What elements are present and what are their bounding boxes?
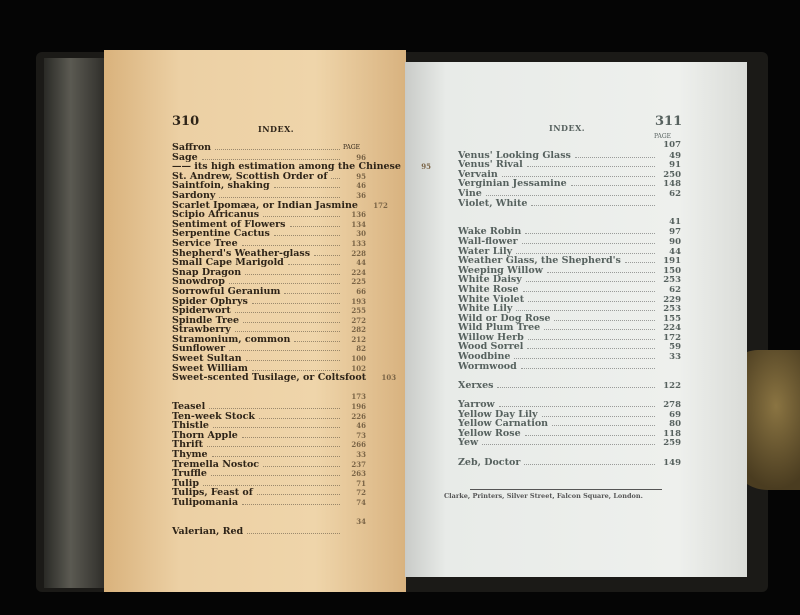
entry-page: 30 <box>356 229 366 239</box>
entry-name: Wake Robin <box>458 226 522 238</box>
entry-name: Truffle <box>172 468 207 480</box>
group-spacer <box>172 508 366 518</box>
entry-page: 136 <box>351 210 366 220</box>
page-edges <box>44 58 110 588</box>
entry-name: Thrift <box>172 439 204 451</box>
dot-leader <box>252 298 340 304</box>
dot-leader <box>516 305 655 311</box>
entry-page: 90 <box>669 236 681 247</box>
entry-name: Weeping Willow <box>458 264 543 276</box>
entry-page: 97 <box>669 227 681 238</box>
entry-name: White Rose <box>458 283 519 295</box>
entry-page: 259 <box>663 438 681 449</box>
entry-page: 229 <box>663 294 681 305</box>
entry-page: 73 <box>356 430 366 440</box>
entry-name: Sunflower <box>172 343 226 355</box>
group-spacer <box>172 383 366 393</box>
dot-leader <box>331 173 340 179</box>
entry-page: 191 <box>663 256 681 267</box>
entry-name: Sweet Sultan <box>172 353 242 365</box>
entry-page: 95 <box>421 162 431 172</box>
entry-name: Yellow Day Lily <box>458 408 538 420</box>
entry-name: Wood Sorrel <box>458 341 524 353</box>
entry-name: Thorn Apple <box>172 429 238 441</box>
entry-page: 80 <box>669 419 681 430</box>
entry-name: Teasel <box>172 401 206 413</box>
index-entry <box>172 143 366 153</box>
entry-name: St. Andrew, Scottish Order of <box>172 170 328 182</box>
entry-name: White Lily <box>458 303 513 315</box>
dot-leader <box>499 401 655 407</box>
dot-leader <box>486 190 655 196</box>
left-page-label: PAGE <box>343 144 360 151</box>
entry-name: Sweet William <box>172 362 248 374</box>
entry-name: Service Tree <box>172 237 238 249</box>
right-page-number: 311 <box>655 114 683 129</box>
index-entry <box>458 179 681 189</box>
dot-leader <box>516 248 655 254</box>
entry-page: 41 <box>669 216 681 227</box>
entry-page: 34 <box>356 517 366 527</box>
entry-name: Wild or Dog Rose <box>458 312 551 324</box>
entry-page: 224 <box>351 267 366 277</box>
entry-name: Yellow Rose <box>458 427 521 439</box>
entry-page: 282 <box>351 325 366 335</box>
entry-page: 150 <box>663 265 681 276</box>
entry-name: Water Lily <box>458 245 513 257</box>
entry-page: 133 <box>351 238 366 248</box>
entry-page: 272 <box>351 315 366 325</box>
entry-page: 228 <box>351 248 366 258</box>
entry-page: 118 <box>663 428 681 439</box>
dot-leader <box>176 519 340 524</box>
index-entry <box>458 429 681 439</box>
entry-page: 66 <box>356 286 366 296</box>
dot-leader <box>284 288 340 294</box>
entry-name: Sentiment of Flowers <box>172 218 286 230</box>
entry-page: 46 <box>356 181 366 191</box>
entry-page: 71 <box>356 478 366 488</box>
entry-page: 224 <box>663 323 681 334</box>
entry-name: Wall-flower <box>458 235 518 247</box>
dot-leader <box>263 461 340 467</box>
entry-name: Strawberry <box>172 324 231 336</box>
entry-name: Yew <box>458 437 479 449</box>
entry-page: 33 <box>356 450 366 459</box>
dot-leader <box>522 238 655 244</box>
entry-page: 103 <box>381 373 397 383</box>
entry-page: 237 <box>351 459 366 469</box>
entry-name: Spindle Tree <box>172 314 240 326</box>
dot-leader <box>211 470 340 476</box>
dot-leader <box>242 432 340 438</box>
entry-page: 225 <box>351 277 366 287</box>
entry-name: White Violet <box>458 293 525 305</box>
dot-leader <box>575 152 655 158</box>
left-page-header: INDEX. <box>258 124 295 134</box>
entry-page: 62 <box>669 188 681 199</box>
left-page-number: 310 <box>172 114 200 129</box>
dot-leader <box>527 161 655 167</box>
entry-name: White Daisy <box>458 274 522 286</box>
dot-leader <box>288 259 340 265</box>
index-entry <box>458 438 681 448</box>
entry-page: 226 <box>351 411 366 421</box>
entry-name: Valerian, Red <box>172 525 244 537</box>
right-index-list <box>458 141 681 467</box>
dot-leader <box>229 345 340 351</box>
entry-page: 196 <box>351 402 366 412</box>
entry-name: Spider Ophrys <box>172 295 248 307</box>
entry-page: 49 <box>669 150 681 161</box>
entry-name: —— its high estimation among the Chinese <box>172 161 401 173</box>
left-index-list <box>172 142 431 537</box>
entry-name: Wild Plum Tree <box>458 322 541 334</box>
dot-leader <box>242 499 340 505</box>
entry-name: Ten-week Stock <box>172 410 255 422</box>
footer-rule <box>470 489 662 490</box>
entry-name: Snap Dragon <box>172 266 242 278</box>
entry-name: Tulipomania <box>172 496 239 508</box>
entry-page: 102 <box>351 363 366 373</box>
dot-leader <box>462 142 655 147</box>
dot-leader <box>528 296 655 302</box>
entry-name: Scarlet Ipomæa, or Indian Jasmine <box>172 199 358 211</box>
dot-leader <box>527 343 655 349</box>
entry-page: 107 <box>663 140 681 150</box>
dot-leader <box>524 459 655 465</box>
dot-leader <box>625 257 655 263</box>
dot-leader <box>215 144 340 150</box>
index-entry <box>172 527 366 537</box>
entry-page: 82 <box>356 344 366 354</box>
entry-page: 266 <box>351 440 366 450</box>
entry-page: 155 <box>663 313 681 324</box>
entry-name: Tremella Nostoc <box>172 458 260 470</box>
entry-page: 253 <box>663 275 681 286</box>
dot-leader <box>235 326 340 332</box>
entry-page: 36 <box>356 190 366 200</box>
entry-name: Yellow Carnation <box>458 418 549 430</box>
right-page-label: PAGE <box>654 133 671 140</box>
dot-leader <box>245 269 340 275</box>
dot-leader <box>462 219 655 224</box>
entry-name: Snowdrop <box>172 276 225 288</box>
entry-name: Sorrowful Geranium <box>172 285 281 297</box>
dot-leader <box>294 336 340 342</box>
dot-leader <box>290 221 340 227</box>
entry-page: 134 <box>351 219 366 229</box>
entry-page: 172 <box>373 200 388 210</box>
entry-page: 74 <box>356 497 366 507</box>
entry-name: Venus' Rival <box>458 159 523 171</box>
entry-name: Yarrow <box>458 399 495 411</box>
entry-page: 95 <box>356 171 366 181</box>
dot-leader <box>554 315 655 321</box>
entry-name: Willow Herb <box>458 331 524 343</box>
entry-page: 46 <box>356 421 366 431</box>
right-page-header: INDEX. <box>549 123 586 133</box>
entry-name: Serpentine Cactus <box>172 228 270 240</box>
dot-leader <box>203 480 340 486</box>
entry-name: Vine <box>458 187 482 199</box>
dot-leader <box>482 439 655 445</box>
dot-leader <box>257 489 340 495</box>
entry-page: 96 <box>356 152 366 162</box>
dot-leader <box>502 171 655 177</box>
entry-page: 193 <box>351 296 366 306</box>
entry-page: 91 <box>669 160 681 171</box>
entry-page: 122 <box>663 380 681 391</box>
dot-leader <box>207 441 340 447</box>
entry-page: 62 <box>669 284 681 295</box>
entry-page: 250 <box>663 169 681 180</box>
dot-leader <box>523 286 655 292</box>
entry-page: 212 <box>351 334 366 344</box>
entry-page: 263 <box>351 469 366 479</box>
entry-name: Sardony <box>172 189 216 201</box>
index-entry <box>458 362 681 372</box>
dot-leader <box>229 278 340 284</box>
entry-page: 148 <box>663 179 681 190</box>
dot-leader <box>202 154 340 160</box>
dot-leader <box>528 334 655 340</box>
entry-name: Thyme <box>172 449 208 460</box>
dot-leader <box>525 228 655 234</box>
dot-leader <box>212 451 340 457</box>
dot-leader <box>213 422 340 428</box>
entry-name: Xerxes <box>458 379 494 391</box>
entry-name: Wormwood <box>458 360 517 372</box>
entry-name: Sweet-scented Tusilage, or Coltsfoot <box>172 372 367 384</box>
index-entry <box>458 199 681 209</box>
entry-name: Verginian Jessamine <box>458 178 567 190</box>
entry-name: Tulip <box>172 477 199 489</box>
entry-name: Scipio Africanus <box>172 209 260 221</box>
entry-name: Spiderwort <box>172 305 231 317</box>
dot-leader <box>235 307 340 313</box>
dot-leader <box>314 250 340 256</box>
dot-leader <box>247 528 340 534</box>
index-entry <box>172 498 366 508</box>
dot-leader <box>259 413 340 419</box>
entry-page: 33 <box>669 352 681 363</box>
entry-name: Violet, White <box>458 197 528 209</box>
entry-name: Venus' Looking Glass <box>458 149 571 161</box>
entry-page: 172 <box>663 332 681 343</box>
index-entry <box>172 372 397 384</box>
dot-leader <box>243 317 340 323</box>
dot-leader <box>544 324 655 330</box>
dot-leader <box>552 420 655 426</box>
dot-leader <box>274 182 340 188</box>
dot-leader <box>274 230 340 236</box>
dot-leader <box>526 276 655 282</box>
entry-name: Small Cape Marigold <box>172 257 284 269</box>
entry-page: 59 <box>669 342 681 353</box>
entry-page: 100 <box>351 354 366 364</box>
entry-name: Sage <box>172 151 198 163</box>
dot-leader <box>521 363 655 369</box>
dot-leader <box>497 382 655 388</box>
dot-leader <box>547 267 655 273</box>
entry-page: 278 <box>663 400 681 411</box>
dot-leader <box>219 192 340 198</box>
dot-leader <box>176 394 340 399</box>
entry-name: Stramonium, common <box>172 333 291 345</box>
dot-leader <box>525 430 655 436</box>
entry-name: Vervain <box>458 168 498 180</box>
dot-leader <box>571 180 655 186</box>
entry-page: 72 <box>356 488 366 498</box>
entry-name: Weather Glass, the Shepherd's <box>458 255 621 267</box>
dot-leader <box>209 403 340 409</box>
group-spacer <box>458 208 681 218</box>
entry-page: 44 <box>669 246 681 257</box>
entry-name: Zeb, Doctor <box>458 456 521 468</box>
entry-name: Woodbine <box>458 351 511 363</box>
dot-leader <box>531 200 655 206</box>
entry-page: 253 <box>663 304 681 315</box>
index-entry <box>458 381 681 391</box>
dot-leader <box>246 355 340 361</box>
entry-page: 69 <box>669 409 681 420</box>
entry-page: 255 <box>351 306 366 316</box>
entry-page: 149 <box>663 457 681 468</box>
entry-name: Tulips, Feast of <box>172 487 253 499</box>
dot-leader <box>514 353 655 359</box>
entry-name: Saintfoin, shaking <box>172 180 270 192</box>
entry-name: Shepherd's Weather-glass <box>172 247 311 259</box>
index-entry <box>172 469 366 479</box>
dot-leader <box>252 365 340 371</box>
dot-leader <box>242 240 340 246</box>
index-entry <box>458 458 681 468</box>
dot-leader <box>542 411 655 417</box>
dot-leader <box>263 211 340 217</box>
entry-name: Thistle <box>172 420 209 432</box>
entry-page: 44 <box>356 258 366 268</box>
printer-footer: Clarke, Printers, Silver Street, Falcon Square, London. <box>444 492 643 500</box>
entry-page: 173 <box>351 392 366 402</box>
entry-name: Saffron <box>172 142 212 153</box>
